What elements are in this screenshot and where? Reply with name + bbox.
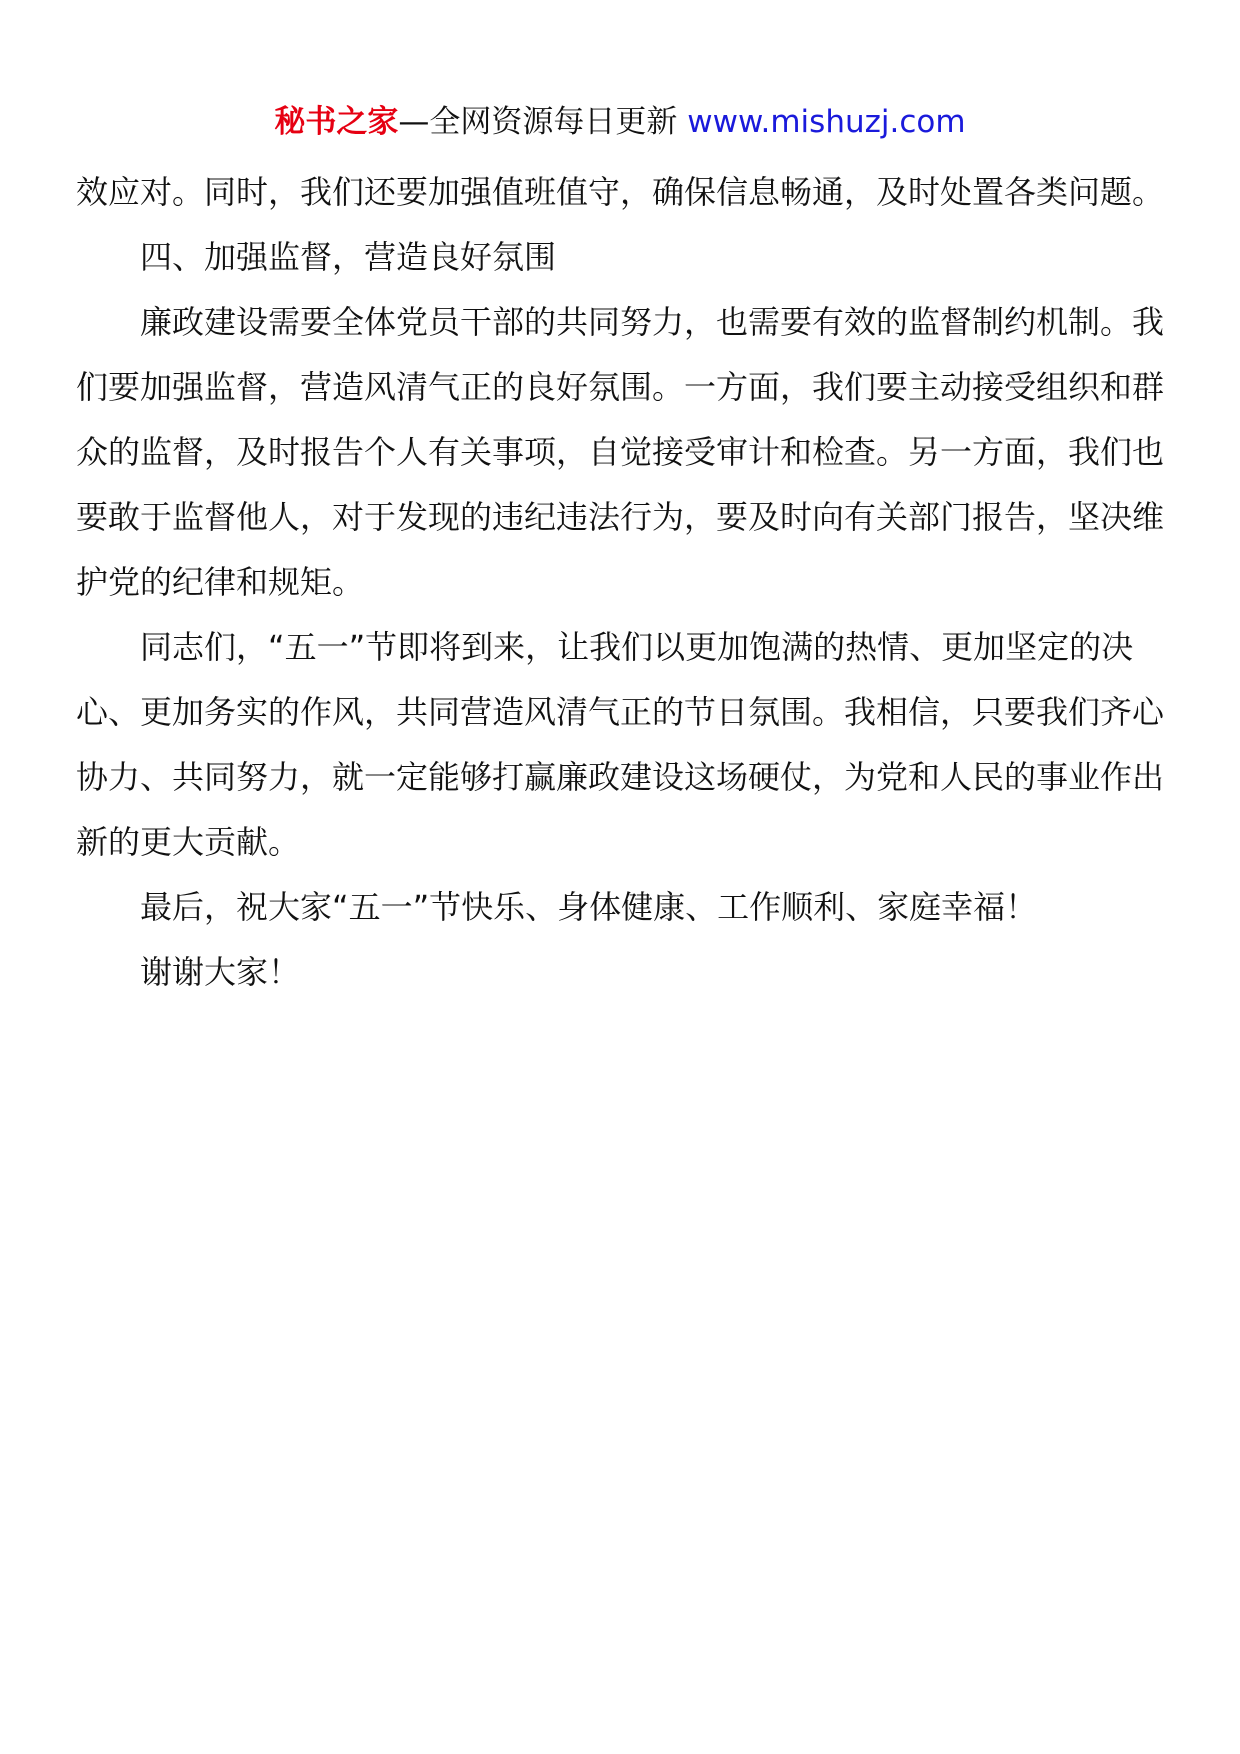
paragraph-continuation: 效应对。同时，我们还要加强值班值守，确保信息畅通，及时处置各类问题。 (76, 173, 1165, 211)
paragraph-thanks: 谢谢大家！ (140, 953, 301, 991)
document-body (76, 160, 1166, 1005)
header-site-link[interactable]: www.mishuzj.com (687, 104, 966, 140)
page-header (0, 100, 1240, 144)
paragraph-comrades: 同志们，“五一”节即将到来，让我们以更加饱满的热情、更加坚定的决心、更加务实的作风，共同营造风清气正的节日氛围。我相信，只要我们齐心协力、共同努力，就一定能够打赢廉政建设这场硬仗，为党和人民的事业作出新的更大贡献。 (76, 628, 1165, 861)
section-heading: 四、加强监督，营造良好氛围 (140, 238, 557, 276)
header-slogan: —全网资源每日更新 (398, 104, 688, 140)
paragraph-supervision: 廉政建设需要全体党员干部的共同努力，也需要有效的监督制约机制。我们要加强监督，营造风清气正的良好氛围。一方面，我们要主动接受组织和群众的监督，及时报告个人有关事项，自觉接受审计和检查。另一方面，我们也要敢于监督他人，对于发现的违纪违法行为，要及时向有关部门报告，坚决维护党的纪律和规矩。 (76, 303, 1165, 601)
header-brand: 秘书之家 (274, 104, 399, 140)
paragraph-wishes: 最后，祝大家“五一”节快乐、身体健康、工作顺利、家庭幸福！ (140, 888, 1038, 926)
